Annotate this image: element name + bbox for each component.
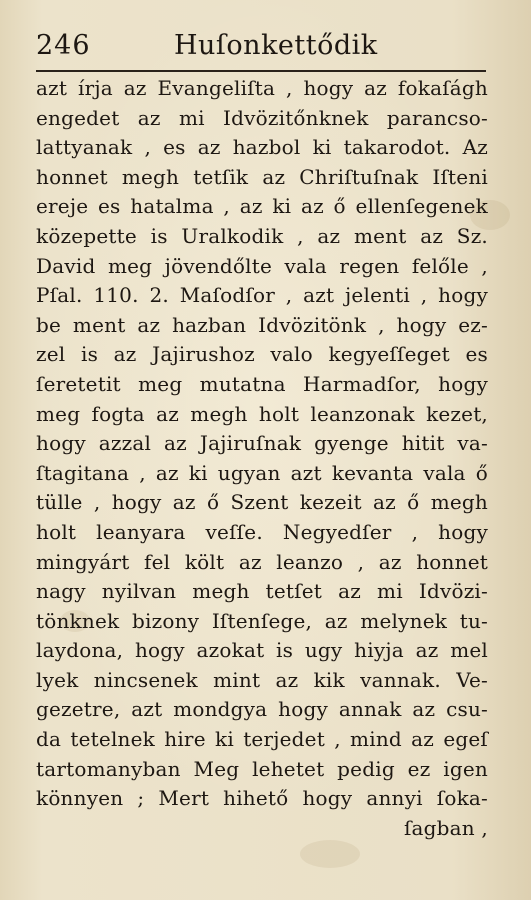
page-number: 246 bbox=[36, 30, 91, 61]
text-line: Pſal. 110. 2. Maſodſor , azt jelenti , hogy bbox=[36, 283, 488, 308]
text-line: tartomanyban Meg lehetet pedig ez igen bbox=[36, 756, 488, 781]
text-line: lattyanak , es az hazbol ki takarodot. Az bbox=[36, 135, 488, 160]
text-line: ereje es hatalma , az ki az ő ellenſegenek bbox=[36, 194, 488, 219]
text-line: mingyárt fel költ az leanzo , az honnet bbox=[36, 549, 488, 574]
text-line: ſeretetit meg mutatna Harmadſor, hogy bbox=[36, 371, 488, 396]
text-line: zel is az Jajirushoz valo kegyeſſeget es bbox=[36, 342, 488, 367]
text-line: honnet megh tetſik az Chriſtuſnak Iſteni bbox=[36, 164, 488, 189]
text-line: meg fogta az megh holt leanzonak kezet, bbox=[36, 401, 488, 426]
text-line: tönknek bizony Iſtenſege, az melynek tu- bbox=[36, 608, 488, 633]
text-line: nagy nyilvan megh tetſet az mi Idvözi- bbox=[36, 579, 488, 604]
text-line: lyek nincsenek mint az kik vannak. Ve- bbox=[36, 667, 488, 692]
text-line: holt leanyara veſſe. Negyedſer , hogy bbox=[36, 519, 488, 544]
text-line: David meg jövendőlte vala regen felőle , bbox=[36, 253, 488, 278]
header-rule bbox=[36, 70, 486, 72]
body-text bbox=[36, 74, 488, 843]
text-line: hogy azzal az Jajiruſnak gyenge hitit va- bbox=[36, 431, 488, 456]
text-line: engedet az mi Idvözitőnknek parancso- bbox=[36, 105, 488, 130]
text-line: be ment az hazban Idvözitönk , hogy ez- bbox=[36, 312, 488, 337]
page-header bbox=[36, 28, 491, 68]
text-line: da tetelnek hire ki terjedet , mind az egeſ bbox=[36, 727, 488, 752]
text-line: azt írja az Evangeliſta , hogy az fokaſágh bbox=[36, 76, 488, 100]
running-head: Huſonkettődik bbox=[174, 30, 378, 61]
text-line-last: ſagban , bbox=[403, 815, 488, 840]
text-line: könnyen ; Mert hihető hogy annyi ſoka- bbox=[36, 786, 488, 811]
text-line: közepette is Uralkodik , az ment az Sz. bbox=[36, 223, 488, 248]
text-line: laydona, hogy azokat is ugy hiyja az mel bbox=[36, 638, 488, 663]
text-line: ſtagitana , az ki ugyan azt kevanta vala ő bbox=[36, 460, 488, 485]
text-line: gezetre, azt mondgya hogy annak az csu- bbox=[36, 697, 488, 722]
text-line: tülle , hogy az ő Szent kezeit az ő megh bbox=[36, 490, 488, 515]
